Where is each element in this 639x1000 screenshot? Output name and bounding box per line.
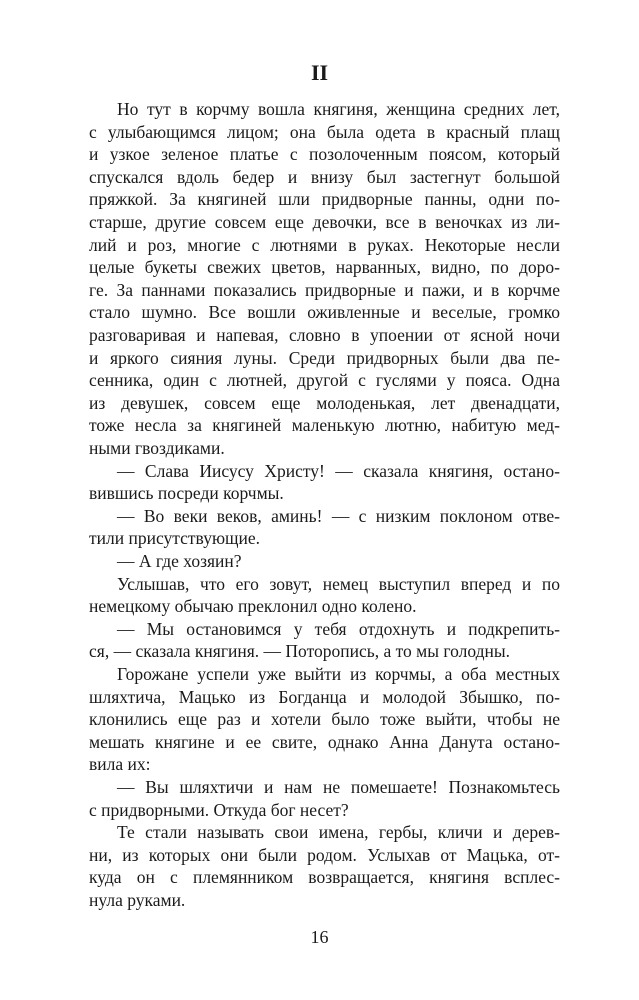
- text-line: с придворными. Откуда бог несет?: [89, 799, 349, 820]
- text-line: тоже несла за княгиней маленькую лютню, набитую мед-: [89, 415, 560, 436]
- text-line: целые букеты свежих цветов, нарванных, видно, по доро-: [89, 257, 560, 278]
- text-line: спускался вдоль бедер и внизу был застегнут большой: [89, 166, 560, 187]
- text-line: лий и роз, многие с лютнями в руках. Некоторые несли: [89, 234, 560, 255]
- text-line: — Мы остановимся у тебя отдохнуть и подкрепить-: [117, 618, 560, 639]
- text-line: нула руками.: [89, 890, 186, 910]
- text-line: — Вы шляхтичи и нам не помешаете! Познакомьтесь: [117, 777, 560, 797]
- text-line: мешать княгине и ее свите, однако Анна Данута остано-: [89, 731, 560, 752]
- text-line: ными гвоздиками.: [89, 438, 225, 458]
- text-line: Те стали называть свои имена, гербы, кличи и дерев-: [117, 822, 560, 843]
- text-line: стало шумно. Все вошли оживленные и веселые, громко: [89, 302, 560, 323]
- text-line: Горожане успели уже выйти из корчмы, а оба местных: [117, 664, 560, 684]
- text-line: ся, — сказала княгиня. — Поторопись, а то мы голодны.: [89, 641, 511, 662]
- text-line: вила их:: [89, 754, 151, 775]
- text-line: ге. За паннами показались придворные и пажи, и в корчме: [89, 279, 560, 300]
- text-line: Услышав, что его зовут, немец выступил вперед и по: [117, 573, 560, 594]
- text-line: и узкое зеленое платье с позолоченным поясом, который: [89, 144, 560, 165]
- text-line: немецкому обычаю преклонил одно колено.: [89, 596, 417, 617]
- text-line: разговаривая и напевая, словно в упоении от ясной ночи: [89, 325, 560, 345]
- text-line: ни, из которых они были родом. Услыхав от Мацька, от-: [89, 844, 560, 865]
- text-line: — Слава Иисусу Христу! — сказала княгиня, остано-: [117, 460, 560, 481]
- text-line: из девушек, совсем еще молоденькая, лет двенадцати,: [89, 392, 560, 413]
- text-line: вившись посреди корчмы.: [89, 483, 284, 504]
- text-line: — Во веки веков, аминь! — с низким поклоном отве-: [117, 505, 560, 526]
- text-line: — А где хозяин?: [117, 551, 242, 571]
- text-line: сенника, один с лютней, другой с гуслями у пояса. Одна: [89, 370, 560, 391]
- text-line: и яркого сияния луны. Среди придворных были два пе-: [89, 347, 560, 368]
- text-line: куда он с племянником возвращается, княгиня всплес-: [89, 867, 560, 888]
- text-line: Но тут в корчму вошла княгиня, женщина средних лет,: [117, 99, 560, 119]
- page-number: 16: [310, 926, 329, 947]
- text-line: тили присутствующие.: [89, 528, 261, 549]
- text-line: шляхтича, Мацько из Богданца и молодой Збышко, по-: [89, 686, 560, 707]
- text-line: клонились еще раз и хотели было тоже выйти, чтобы не: [89, 709, 560, 730]
- text-line: старше, другие совсем еще девочки, все в веночках из ли-: [89, 212, 560, 232]
- text-line: пряжкой. За княгиней шли придворные панны, одни по-: [89, 189, 560, 210]
- text-line: с улыбающимся лицом; она была одета в красный плащ: [89, 121, 560, 142]
- chapter-title: II: [310, 60, 329, 85]
